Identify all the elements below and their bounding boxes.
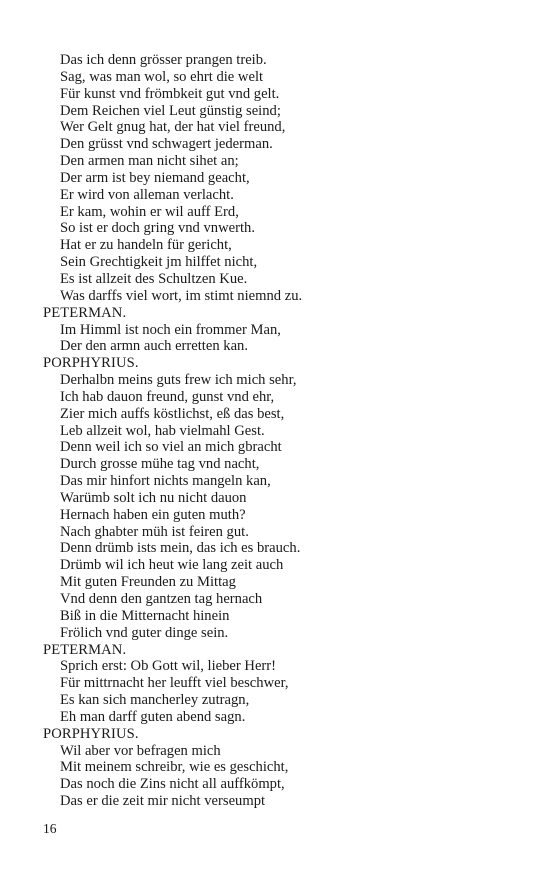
verse-line: Drümb wil ich heut wie lang zeit auch: [60, 557, 284, 574]
speaker-name: PORPHYRIUS.: [43, 725, 139, 742]
verse-line: Für kunst vnd frömbkeit gut vnd gelt.: [60, 85, 280, 102]
speaker-name: PORPHYRIUS.: [43, 355, 139, 372]
verse-line: Das mir hinfort nichts mangeln kan,: [60, 473, 271, 490]
verse-line: Der arm ist bey niemand geacht,: [60, 169, 250, 186]
verse-line: Denn weil ich so viel an mich gbracht: [60, 439, 282, 456]
verse-line: Den armen man nicht sihet an;: [60, 153, 239, 170]
verse-line: Den grüsst vnd schwagert jederman.: [60, 136, 273, 153]
speaker-name: PETERMAN.: [43, 304, 127, 321]
verse-line: Ich hab dauon freund, gunst vnd ehr,: [60, 388, 275, 405]
verse-line: Was darffs viel wort, im stimt niemnd zu.: [60, 287, 303, 304]
verse-line: Das ich denn grösser prangen treib.: [60, 52, 267, 68]
page-number: 16: [43, 821, 57, 836]
verse-line: Hat er zu handeln für gericht,: [60, 237, 232, 254]
play-text: [43, 52, 513, 810]
verse-line: Wil aber vor befragen mich: [60, 742, 221, 759]
speaker-name: PETERMAN.: [43, 641, 127, 658]
verse-line: Sprich erst: Ob Gott wil, lieber Herr!: [60, 658, 277, 675]
verse-line: Mit guten Freunden zu Mittag: [60, 574, 236, 591]
verse-line: Mit meinem schreibr, wie es geschicht,: [60, 759, 289, 776]
verse-line: Eh man darff guten abend sagn.: [60, 708, 246, 725]
verse-line: Durch grosse mühe tag vnd nacht,: [60, 456, 260, 473]
verse-line: Im Himml ist noch ein frommer Man,: [60, 321, 281, 338]
verse-line: Hernach haben ein guten muth?: [60, 506, 246, 523]
verse-line: Vnd denn den gantzen tag hernach: [60, 591, 263, 607]
verse-line: Das noch die Zins nicht all auffkömpt,: [60, 776, 285, 793]
verse-line: Denn drümb ists mein, das ich es brauch.: [60, 540, 301, 557]
verse-line: Er kam, wohin er wil auff Erd,: [60, 203, 239, 220]
verse-line: Sag, was man wol, so ehrt die welt: [60, 68, 264, 85]
verse-line: Wer Gelt gnug hat, der hat viel freund,: [60, 119, 286, 136]
verse-line: So ist er doch gring vnd vnwerth.: [60, 220, 255, 237]
verse-line: Frölich vnd guter dinge sein.: [60, 624, 229, 641]
verse-line: Dem Reichen viel Leut günstig seind;: [60, 102, 281, 119]
verse-line: Derhalbn meins guts frew ich mich sehr,: [60, 372, 297, 389]
verse-line: Nach ghabter müh ist feiren gut.: [60, 523, 249, 540]
verse-line: Der den armn auch erretten kan.: [60, 338, 249, 355]
verse-line: Warümb solt ich nu nicht dauon: [60, 489, 247, 506]
verse-line: Es ist allzeit des Schultzen Kue.: [60, 270, 248, 287]
verse-line: Leb allzeit wol, hab vielmahl Gest.: [60, 422, 265, 439]
verse-line: Biß in die Mitternacht hinein: [60, 607, 230, 624]
verse-line: Er wird von alleman verlacht.: [60, 186, 234, 203]
verse-line: Sein Grechtigkeit jm hilffet nicht,: [60, 254, 258, 271]
verse-line: Das er die zeit mir nicht verseumpt: [60, 793, 266, 810]
verse-line: Für mittrnacht her leufft viel beschwer,: [60, 675, 289, 692]
verse-line: Es kan sich mancherley zutragn,: [60, 692, 250, 709]
verse-line: Zier mich auffs köstlichst, eß das best,: [60, 405, 285, 422]
